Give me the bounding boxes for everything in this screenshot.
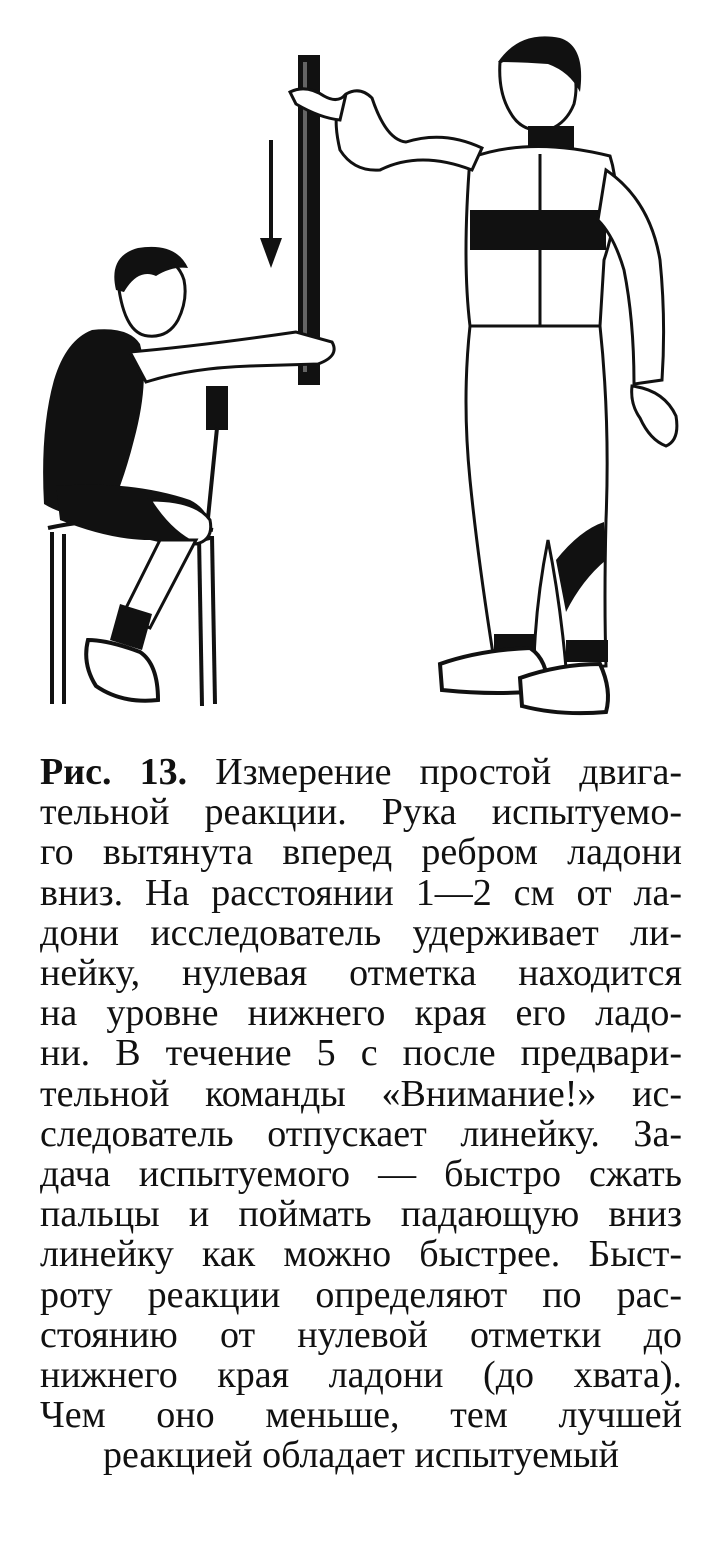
caption-line: дача испытуемого — быстро сжать bbox=[40, 1153, 682, 1196]
caption-line: тельной команды «Внимание!» ис- bbox=[40, 1072, 682, 1115]
caption-line: линейку как можно быстрее. Быст- bbox=[40, 1233, 682, 1276]
caption-line: нижнего края ладони (до хвата). bbox=[40, 1354, 682, 1397]
caption-line: вниз. На расстоянии 1—2 см от ла- bbox=[40, 871, 682, 914]
caption-line: нейку, нулевая отметка находится bbox=[40, 952, 682, 995]
caption-line: реакцией обладает испытуемый bbox=[103, 1434, 619, 1477]
caption-line bbox=[40, 752, 682, 792]
seated-subject bbox=[43, 247, 334, 701]
caption-line: стоянию от нулевой отметки до bbox=[40, 1313, 682, 1356]
caption-line-text: Измерение простой двига- bbox=[187, 751, 682, 793]
down-arrow-icon bbox=[260, 140, 282, 268]
caption-line: ни. В течение 5 с после предвари- bbox=[40, 1032, 682, 1075]
caption-line: следователь отпускает линейку. За- bbox=[40, 1112, 682, 1155]
caption-label: Рис. 13. bbox=[40, 751, 188, 793]
caption-line: Чем оно меньше, тем лучшей bbox=[40, 1394, 682, 1437]
caption-line: на уровне нижнего края его ладо- bbox=[40, 992, 682, 1035]
caption-line: тельной реакции. Рука испытуемо- bbox=[40, 791, 682, 834]
caption-line: роту реакции определяют по рас- bbox=[40, 1273, 682, 1316]
caption-line: пальцы и поймать падающую вниз bbox=[40, 1193, 682, 1236]
illustration bbox=[0, 0, 716, 740]
standing-researcher bbox=[290, 36, 677, 713]
figure-caption bbox=[40, 752, 682, 1476]
caption-line: дони исследователь удерживает ли- bbox=[40, 911, 682, 954]
caption-line: го вытянута вперед ребром ладони bbox=[40, 831, 682, 874]
